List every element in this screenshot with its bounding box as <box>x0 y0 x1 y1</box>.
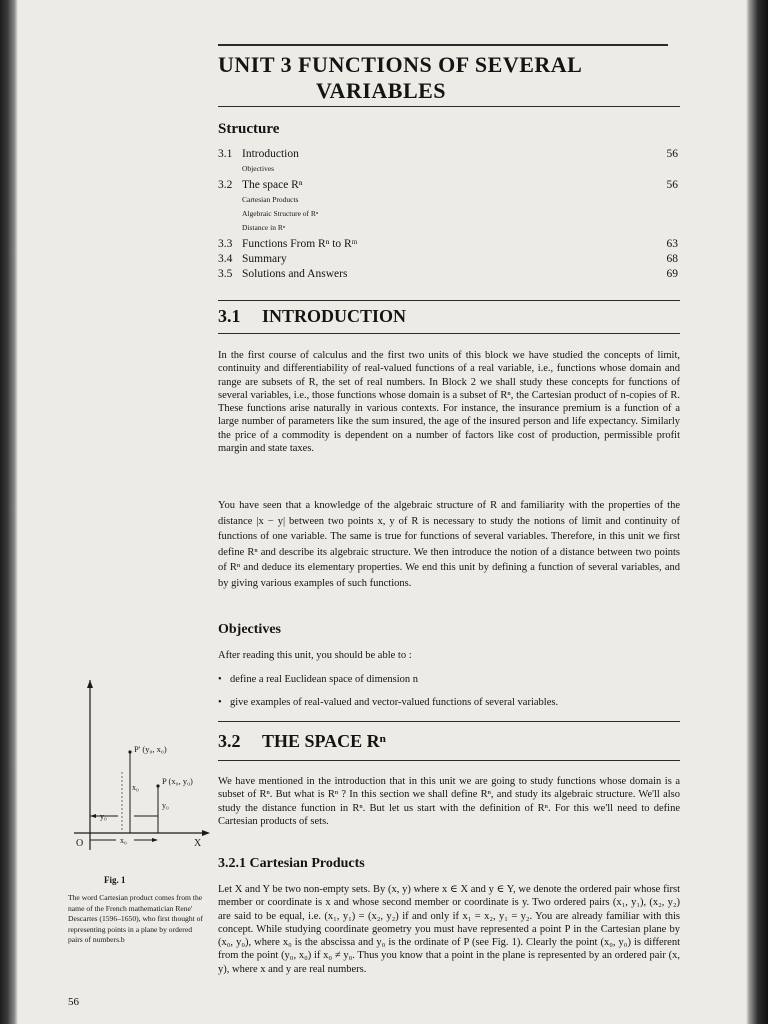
section-3-1-heading <box>218 306 406 327</box>
cartesian-paragraph: Let X and Y be two non-empty sets. By (x, y) where x ∈ X and y ∈ Y, we denote the ordered pair whose first member or coordinate is x and whose second member or coordinate is y. Two ordered pairs (x₁, y₁), (x₂, y₂) are said to be equal, i.e. (x₁, y₁) = (x₂, y₂) if and only if x₁ = x₂, y₁ = y₂. You are already familiar with this concept. While studying coordinate geometry you must have represented a point P in the Cartesian plane by (x₀, y₀), where x₀ is the abscissa and y₀ is the ordinate of P (see Fig. 1). Clearly the point (x₀, y₀) is different from the point (y₀, x₀) if x₀ ≠ y₀. Thus you know that a point in the plane is represented by an ordered pair (x, y), where x and y are real numbers. <box>218 884 680 975</box>
unit-title-line-1: UNIT 3 FUNCTIONS OF SEVERAL <box>218 52 583 77</box>
section-3-1-bottom-rule <box>218 333 680 334</box>
section-3-2-paragraph: We have mentioned in the introduction that in this unit we are going to study functions whose domain is a subset of Rⁿ. But what is Rⁿ ? In this section we shall define Rⁿ, and study its algebraic structure. We'll also study the distance function in Rⁿ. But let us start with the definition of Rⁿ. For this we'll need to define Cartesian products of sets. <box>218 776 680 827</box>
toc-label: Introduction <box>242 148 299 160</box>
title-top-rule <box>218 44 668 46</box>
x0-label-lower: x₀ <box>120 836 127 845</box>
toc-label: Solutions and Answers <box>242 268 348 280</box>
objective-item <box>218 674 418 685</box>
x-axis-arrow-icon <box>202 830 210 836</box>
subsection-3-2-1-heading: 3.2.1 Cartesian Products <box>218 856 365 871</box>
x-axis-label: X <box>194 838 202 849</box>
objectives-heading: Objectives <box>218 622 281 637</box>
x0-arrow-icon <box>152 838 158 842</box>
toc-number: 3.2 <box>218 179 233 191</box>
figure-label: Fig. 1 <box>104 875 126 885</box>
toc-page: 56 <box>666 148 678 160</box>
toc-subentry: Distance in Rⁿ <box>242 223 286 232</box>
objectives-intro: After reading this unit, you should be able to : <box>218 650 412 661</box>
page-number: 56 <box>68 996 79 1008</box>
toc-subentry: Algebraic Structure of Rⁿ <box>242 209 319 218</box>
scan-edge-left <box>0 0 18 1024</box>
section-number: 3.2 <box>218 731 241 751</box>
section-3-2-top-rule <box>218 721 680 722</box>
section-3-2-heading <box>218 731 386 752</box>
p-prime-point <box>128 750 131 753</box>
section-3-1-top-rule <box>218 300 680 301</box>
p-point <box>156 784 159 787</box>
y0-label-right: y₀ <box>162 801 169 810</box>
title-bottom-rule <box>218 106 680 107</box>
p-label: P (x₀, y₀) <box>162 776 193 786</box>
intro-paragraph-2: You have seen that a knowledge of the algebraic structure of R and familiarity with the properties of the distance |x − y| between two points x, y of R is necessary to study the notions of limit and continuity of functions of one variable. The same is true for functions of several variables. Therefore, in this unit we first define Rⁿ and describe its algebraic structure. We then introduce the notion of a distance between two points of Rⁿ and deduce its elementary properties. We end this unit by defining a function of several variables, and by giving various examples of such functions. <box>218 500 680 589</box>
p-prime-label: P' (y₀, x₀) <box>134 744 167 754</box>
objective-text: give examples of real-valued and vector-valued functions of several variables. <box>230 697 559 708</box>
y0-label-left: y₀ <box>100 812 107 821</box>
toc-number: 3.3 <box>218 238 233 250</box>
intro-paragraph-1: In the first course of calculus and the first two units of this block we have studied the concepts of limit, continuity and differentiability of real-valued functions of a real variable, i.e., functions whose domain and range are subsets of R, the set of real numbers. In Block 2 we shall study these concepts for functions of several variables, i.e., those functions whose domain is a subset of Rⁿ, the Cartesian product of n-copies of R. These functions arise naturally in various contexts. For instance, the insurance premium is a function of a large number of parameters like the sum insured, the age of the insured person and life expectancy. Similarly the price of a commodity is dependent on a number of factors like cost of production, permissible profit margin and state taxes. <box>218 350 680 455</box>
toc-page: 69 <box>666 268 678 280</box>
margin-note: The word Cartesian product comes from the name of the French mathematician Rene' Descartes (1596–1650), who first thought of representing points in a plane by ordered pairs of numbers.b <box>68 893 203 945</box>
toc-subentry: Objectives <box>242 164 275 173</box>
structure-heading: Structure <box>218 121 280 137</box>
toc-label: Functions From Rⁿ to Rᵐ <box>242 238 358 250</box>
section-3-2-bottom-rule <box>218 760 680 761</box>
toc-page: 56 <box>666 179 678 191</box>
objective-item <box>218 697 558 708</box>
figure-1-diagram <box>60 680 220 855</box>
objective-text: define a real Euclidean space of dimension n <box>230 674 419 685</box>
x0-label-upper: x₀ <box>132 783 139 792</box>
y-axis-arrow-icon <box>87 680 93 688</box>
toc-label: The space Rⁿ <box>242 179 303 191</box>
y0-arrow-icon <box>90 814 96 818</box>
unit-title-line-2: VARIABLES <box>316 78 447 103</box>
origin-label: O <box>76 838 84 849</box>
bullet-icon: • <box>218 674 222 685</box>
section-number: 3.1 <box>218 306 241 326</box>
section-title: THE SPACE Rⁿ <box>262 731 386 751</box>
toc-label: Summary <box>242 253 287 265</box>
toc-page: 68 <box>666 253 678 265</box>
bullet-icon: • <box>218 697 222 708</box>
toc-subentry: Cartesian Products <box>242 195 299 204</box>
toc-page: 63 <box>666 238 678 250</box>
scan-edge-right <box>746 0 768 1024</box>
toc-number: 3.1 <box>218 148 233 160</box>
toc-number: 3.5 <box>218 268 233 280</box>
toc-number: 3.4 <box>218 253 233 265</box>
section-title: INTRODUCTION <box>262 306 407 326</box>
